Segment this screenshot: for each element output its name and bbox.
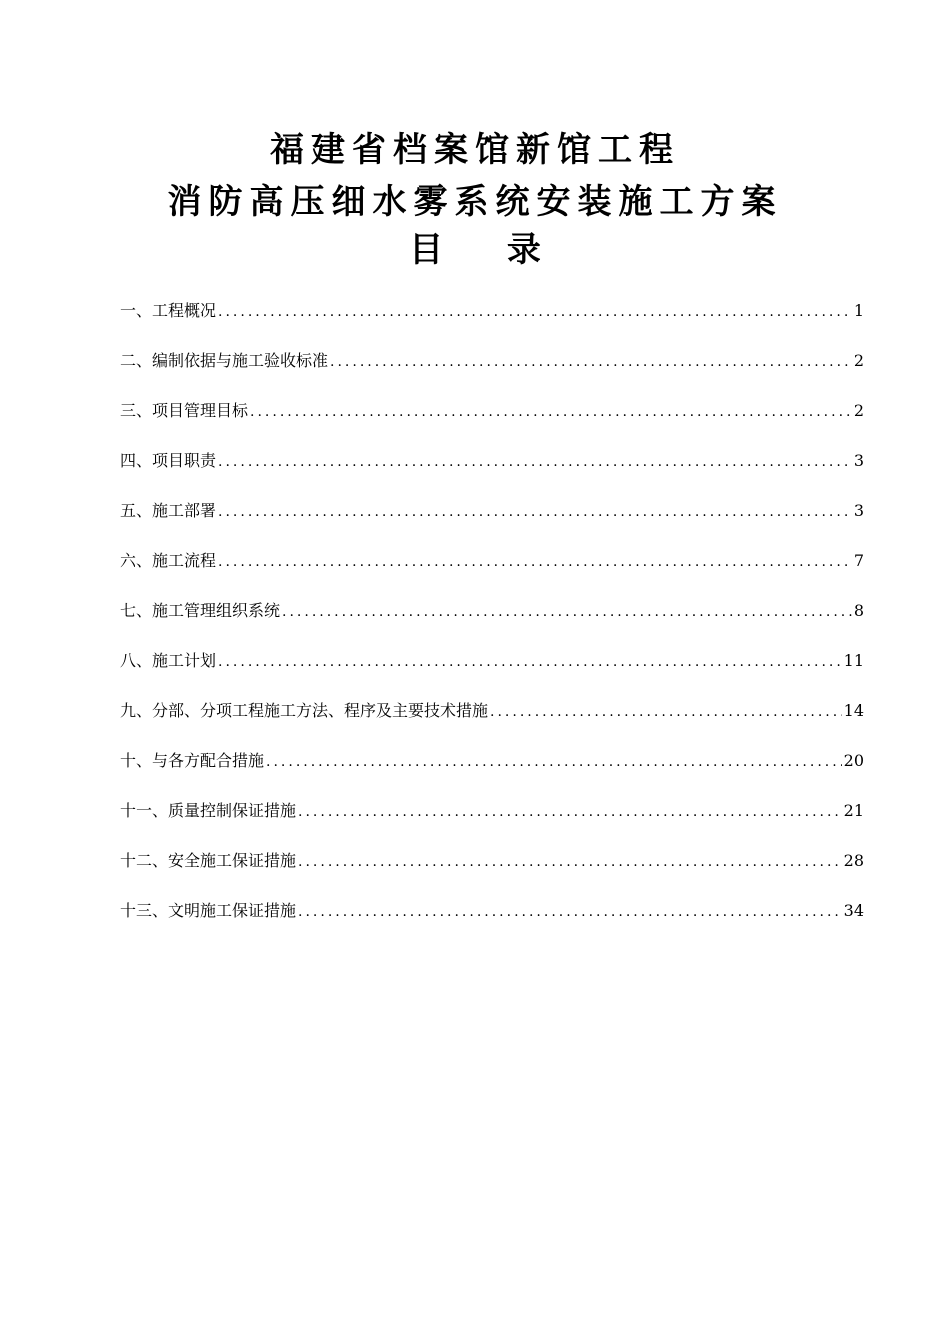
toc-dot-leader	[218, 447, 852, 477]
toc-entry-label: 十、与各方配合措施	[120, 751, 265, 770]
toc-dot-leader	[218, 647, 842, 677]
toc-dot-leader	[298, 897, 842, 927]
toc-entry[interactable]	[120, 546, 864, 596]
toc-entry-page: 28	[843, 851, 864, 870]
toc-dot-leader	[218, 547, 852, 577]
toc-entry-label: 二、编制依据与施工验收标准	[120, 351, 329, 370]
toc-entry[interactable]	[120, 296, 864, 346]
toc-entry-page: 1	[853, 301, 864, 320]
toc-dot-leader	[218, 497, 852, 527]
toc-dot-leader	[298, 797, 842, 827]
toc-entry-page: 8	[853, 601, 864, 620]
toc-dot-leader	[266, 747, 842, 777]
toc-entry[interactable]	[120, 846, 864, 896]
toc-entry-label: 七、施工管理组织系统	[120, 601, 281, 620]
toc-entry-page: 21	[843, 801, 864, 820]
toc-dot-leader	[282, 597, 852, 627]
toc-entry[interactable]	[120, 346, 864, 396]
toc-dot-leader	[330, 347, 852, 377]
toc-entry-page: 2	[853, 401, 864, 420]
toc-entry[interactable]	[120, 446, 864, 496]
toc-entry[interactable]	[120, 696, 864, 746]
toc-entry[interactable]	[120, 796, 864, 846]
toc-entry[interactable]	[120, 896, 864, 946]
toc-entry-label: 十二、安全施工保证措施	[120, 851, 297, 870]
toc-entry[interactable]	[120, 396, 864, 446]
document-title-line-1: 福建省档案馆新馆工程	[270, 130, 680, 170]
toc-entry-label: 五、施工部署	[120, 501, 217, 520]
toc-entry-label: 三、项目管理目标	[120, 401, 249, 420]
toc-entry-page: 3	[853, 501, 864, 520]
toc-entry[interactable]	[120, 646, 864, 696]
toc-dot-leader	[250, 397, 852, 427]
toc-entry-page: 20	[843, 751, 864, 770]
toc-entry-page: 3	[853, 451, 864, 470]
toc-entry-label: 十一、质量控制保证措施	[120, 801, 297, 820]
toc-entry[interactable]	[120, 746, 864, 796]
toc-entry-label: 十三、文明施工保证措施	[120, 901, 297, 920]
document-title-line-2: 消防高压细水雾系统安装施工方案	[167, 182, 783, 222]
toc-entry-label: 九、分部、分项工程施工方法、程序及主要技术措施	[120, 701, 489, 720]
toc-entry-label: 八、施工计划	[120, 651, 217, 670]
toc-entry-page: 7	[853, 551, 864, 570]
toc-dot-leader	[298, 847, 842, 877]
toc-entry-page: 14	[843, 701, 864, 720]
toc-entry-page: 2	[853, 351, 864, 370]
toc-heading: 目 录	[409, 230, 567, 270]
toc-entry-label: 四、项目职责	[120, 451, 217, 470]
toc-entry-label: 一、工程概况	[120, 301, 217, 320]
toc-entry[interactable]	[120, 496, 864, 546]
toc-dot-leader	[218, 297, 852, 327]
toc-entry-page: 11	[843, 651, 864, 670]
table-of-contents	[120, 296, 864, 946]
toc-entry-page: 34	[843, 901, 864, 920]
toc-entry-label: 六、施工流程	[120, 551, 217, 570]
toc-entry[interactable]	[120, 596, 864, 646]
toc-dot-leader	[490, 697, 842, 727]
